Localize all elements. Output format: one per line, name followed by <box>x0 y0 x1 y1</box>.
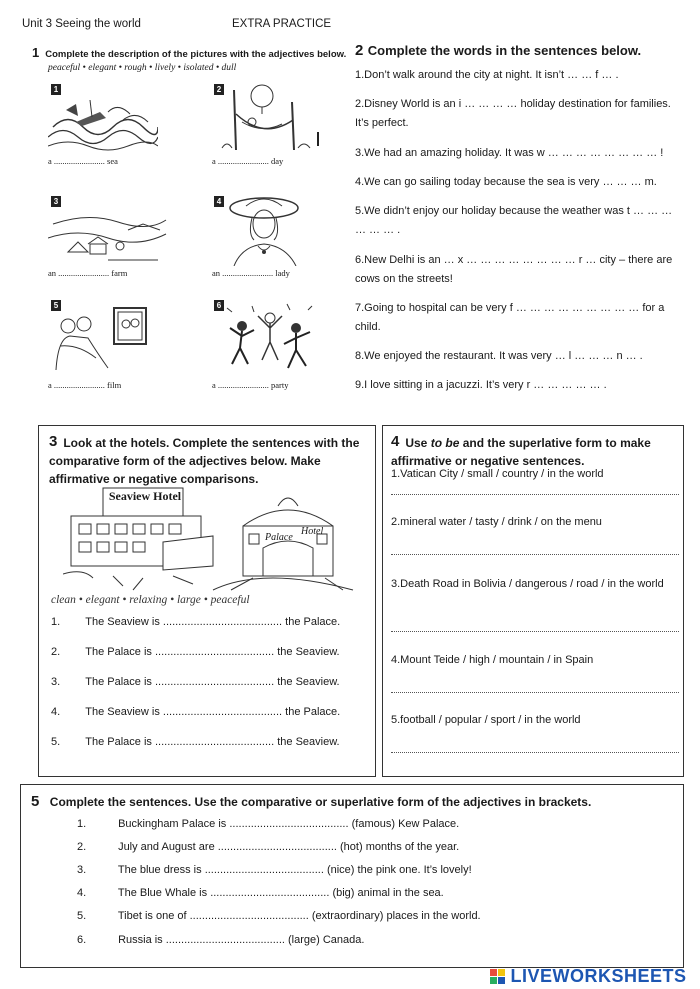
answer-blank[interactable]: ....................................... <box>189 910 309 922</box>
sentence-4[interactable]: 4.We can go sailing today because the sea is very … … … m. <box>355 176 657 188</box>
row-end: (big) animal in the sea. <box>332 887 444 899</box>
section4-heading <box>391 434 676 470</box>
exercise-row-4 <box>77 887 444 899</box>
answer-blank[interactable]: ....................................... <box>154 676 275 688</box>
prompt-2: 2.mineral water / tasty / drink / on the menu <box>391 516 602 528</box>
hammock-illustration <box>212 82 322 152</box>
caption-noun: farm <box>111 268 128 278</box>
prompt-5: 5.football / popular / sport / in the world <box>391 714 581 726</box>
picture-peaceful-day <box>212 82 322 152</box>
answer-line-2[interactable] <box>391 554 679 555</box>
picture-number: 5 <box>51 300 61 311</box>
caption-1 <box>48 156 118 166</box>
caption-6 <box>212 380 289 390</box>
caption-article: a <box>48 156 52 166</box>
row-start: Tibet is one of <box>117 910 187 922</box>
section2-number: 2 <box>355 42 364 59</box>
picture-isolated-farm <box>48 194 168 266</box>
caption-article: a <box>212 380 216 390</box>
liveworksheets-logo <box>490 966 686 986</box>
picture-number: 2 <box>214 84 224 95</box>
film-illustration <box>48 298 158 374</box>
answer-blank[interactable]: ....................................... <box>217 841 337 853</box>
section4-number: 4 <box>391 433 400 450</box>
answer-blank[interactable]: ........................ <box>58 268 110 278</box>
sentence-1[interactable]: 1.Don’t walk around the city at night. It isn’t … … f … . <box>355 69 619 81</box>
section2-title: Complete the words in the sentences below. <box>367 43 642 58</box>
row-number: 3. <box>77 864 87 876</box>
answer-blank[interactable]: ........................ <box>217 156 269 166</box>
section3-heading <box>49 434 369 488</box>
sentence-2[interactable]: 2.Disney World is an i … … … … holiday destination for families. It’s perfect. <box>355 98 671 129</box>
answer-blank[interactable]: ....................................... <box>229 818 349 830</box>
sentence-8[interactable]: 8.We enjoyed the restaurant. It was very … l … … … n … . <box>355 350 643 362</box>
party-illustration <box>212 298 322 374</box>
caption-article: a <box>48 380 52 390</box>
row-number: 4. <box>51 706 61 718</box>
row-number: 2. <box>77 841 87 853</box>
answer-blank[interactable]: ....................................... <box>162 616 283 628</box>
caption-noun: sea <box>107 156 118 166</box>
section3-box <box>38 425 376 777</box>
row-number: 3. <box>51 676 61 688</box>
picture-number: 6 <box>214 300 224 311</box>
row-end: the Seaview. <box>277 736 340 748</box>
row-start: The Seaview is <box>85 616 160 628</box>
exercise-row-5 <box>77 910 481 922</box>
section5-title: Complete the sentences. Use the comparative or superlative form of the adjectives in brackets. <box>49 795 592 809</box>
hotel-sign: Hotel <box>301 526 324 537</box>
answer-line-3[interactable] <box>391 631 679 632</box>
row-end: (nice) the pink one. It’s lovely! <box>326 864 472 876</box>
section4-box <box>382 425 684 777</box>
palace-sign: Palace <box>265 532 293 543</box>
answer-line-5[interactable] <box>391 752 679 753</box>
comparison-row-2 <box>51 646 340 658</box>
row-start: The Palace is <box>85 646 152 658</box>
sentence-6[interactable]: 6.New Delhi is an … x … … … … … … … … r … city – there are cows on the streets! <box>355 254 673 285</box>
picture-dull-film <box>48 298 158 374</box>
answer-blank[interactable]: ........................ <box>53 380 105 390</box>
answer-blank[interactable]: ....................................... <box>154 646 275 658</box>
exercise-row-2 <box>77 841 459 853</box>
section4-title-b: and the superlative form to make affirmative or negative sentences. <box>391 436 651 468</box>
sentence-7[interactable]: 7.Going to hospital can be very f … … … … … … … … … for a child. <box>355 302 665 333</box>
caption-article: an <box>212 268 221 278</box>
row-end: the Seaview. <box>277 676 340 688</box>
comparison-row-4 <box>51 706 340 718</box>
row-start: The Palace is <box>85 676 152 688</box>
picture-elegant-lady <box>212 194 322 266</box>
row-start: Buckingham Palace is <box>118 818 227 830</box>
logo-text: LIVEWORKSHEETS <box>510 966 687 986</box>
section1-adjectives: peaceful • elegant • rough • lively • isolated • dull <box>48 63 237 73</box>
comparison-row-5 <box>51 736 340 748</box>
picture-number: 4 <box>214 196 224 207</box>
extra-practice-title: EXTRA PRACTICE <box>232 18 332 30</box>
caption-3 <box>48 268 127 278</box>
comparison-row-1 <box>51 616 340 628</box>
row-number: 5. <box>77 910 87 922</box>
lady-illustration <box>212 194 322 266</box>
picture-number: 3 <box>51 196 61 207</box>
row-number: 5. <box>51 736 61 748</box>
sentence-3[interactable]: 3.We had an amazing holiday. It was w … … … … … … … … ! <box>355 147 664 159</box>
row-number: 2. <box>51 646 61 658</box>
caption-noun: day <box>271 156 284 166</box>
exercise-row-1 <box>77 818 459 830</box>
row-start: July and August are <box>118 841 215 853</box>
sentence-5[interactable]: 5.We didn’t enjoy our holiday because the weather was t … … … … … … . <box>355 205 673 236</box>
section1-number: 1 <box>32 45 40 60</box>
answer-blank[interactable]: ........................ <box>222 268 274 278</box>
picture-number: 1 <box>51 84 61 95</box>
answer-blank[interactable]: ....................................... <box>154 736 275 748</box>
answer-blank[interactable]: ....................................... <box>165 934 285 946</box>
section4-title-a: Use <box>405 436 431 450</box>
section1-title: Complete the description of the pictures with the adjectives below. <box>45 49 347 60</box>
row-start: The Palace is <box>85 736 152 748</box>
section4-title-emphasis: to be <box>430 436 460 450</box>
rough-sea-illustration <box>48 82 158 152</box>
answer-blank[interactable]: ........................ <box>53 156 105 166</box>
caption-noun: party <box>271 380 289 390</box>
row-end: (hot) months of the year. <box>340 841 460 853</box>
row-start: Russia is <box>118 934 163 946</box>
row-number: 4. <box>77 887 87 899</box>
row-number: 1. <box>51 616 61 628</box>
caption-article: a <box>212 156 216 166</box>
section3-number: 3 <box>49 433 58 450</box>
caption-4 <box>212 268 290 278</box>
answer-blank[interactable]: ....................................... <box>162 706 283 718</box>
caption-article: an <box>48 268 57 278</box>
row-number: 6. <box>77 934 87 946</box>
comparison-row-3 <box>51 676 340 688</box>
picture-rough-sea <box>48 82 158 152</box>
section3-adjectives: clean • elegant • relaxing • large • peaceful <box>51 594 250 606</box>
answer-line-1[interactable] <box>391 494 679 495</box>
prompt-1: 1.Vatican City / small / country / in the world <box>391 468 604 480</box>
seaview-hotel-sign: Seaview Hotel <box>108 489 182 503</box>
row-start: The blue dress is <box>117 864 202 876</box>
answer-blank[interactable]: ....................................... <box>204 864 324 876</box>
row-end: (extraordinary) places in the world. <box>311 910 481 922</box>
row-end: the Seaview. <box>277 646 340 658</box>
exercise-row-6 <box>77 934 364 946</box>
exercise-row-3 <box>77 864 472 876</box>
answer-blank[interactable]: ........................ <box>217 380 269 390</box>
row-end: (large) Canada. <box>288 934 365 946</box>
caption-2 <box>212 156 283 166</box>
answer-blank[interactable]: ....................................... <box>210 887 330 899</box>
prompt-3: 3.Death Road in Bolivia / dangerous / road / in the world <box>391 578 664 590</box>
picture-lively-party <box>212 298 322 374</box>
logo-icon <box>490 969 506 985</box>
row-start: The Blue Whale is <box>117 887 208 899</box>
unit-title: Unit 3 Seeing the world <box>22 18 141 30</box>
caption-5 <box>48 380 121 390</box>
farm-illustration <box>48 194 168 266</box>
section1-heading <box>32 44 346 62</box>
caption-noun: film <box>107 380 122 390</box>
row-end: the Palace. <box>285 616 341 628</box>
section5-box <box>20 784 684 968</box>
section5-number: 5 <box>31 793 40 810</box>
row-end: the Palace. <box>285 706 341 718</box>
row-start: The Seaview is <box>85 706 160 718</box>
caption-noun: lady <box>275 268 290 278</box>
section3-title: Look at the hotels. Complete the sentences with the comparative form of the adjectives below. Make affirmative or negative comparisons. <box>49 436 360 486</box>
answer-line-4[interactable] <box>391 692 679 693</box>
row-end: (famous) Kew Palace. <box>351 818 460 830</box>
prompt-4: 4.Mount Teide / high / mountain / in Spain <box>391 654 594 666</box>
row-number: 1. <box>77 818 87 830</box>
sentence-9[interactable]: 9.I love sitting in a jacuzzi. It’s very r … … … … … . <box>355 379 607 391</box>
section2-heading <box>355 42 641 60</box>
section5-heading <box>31 793 591 811</box>
